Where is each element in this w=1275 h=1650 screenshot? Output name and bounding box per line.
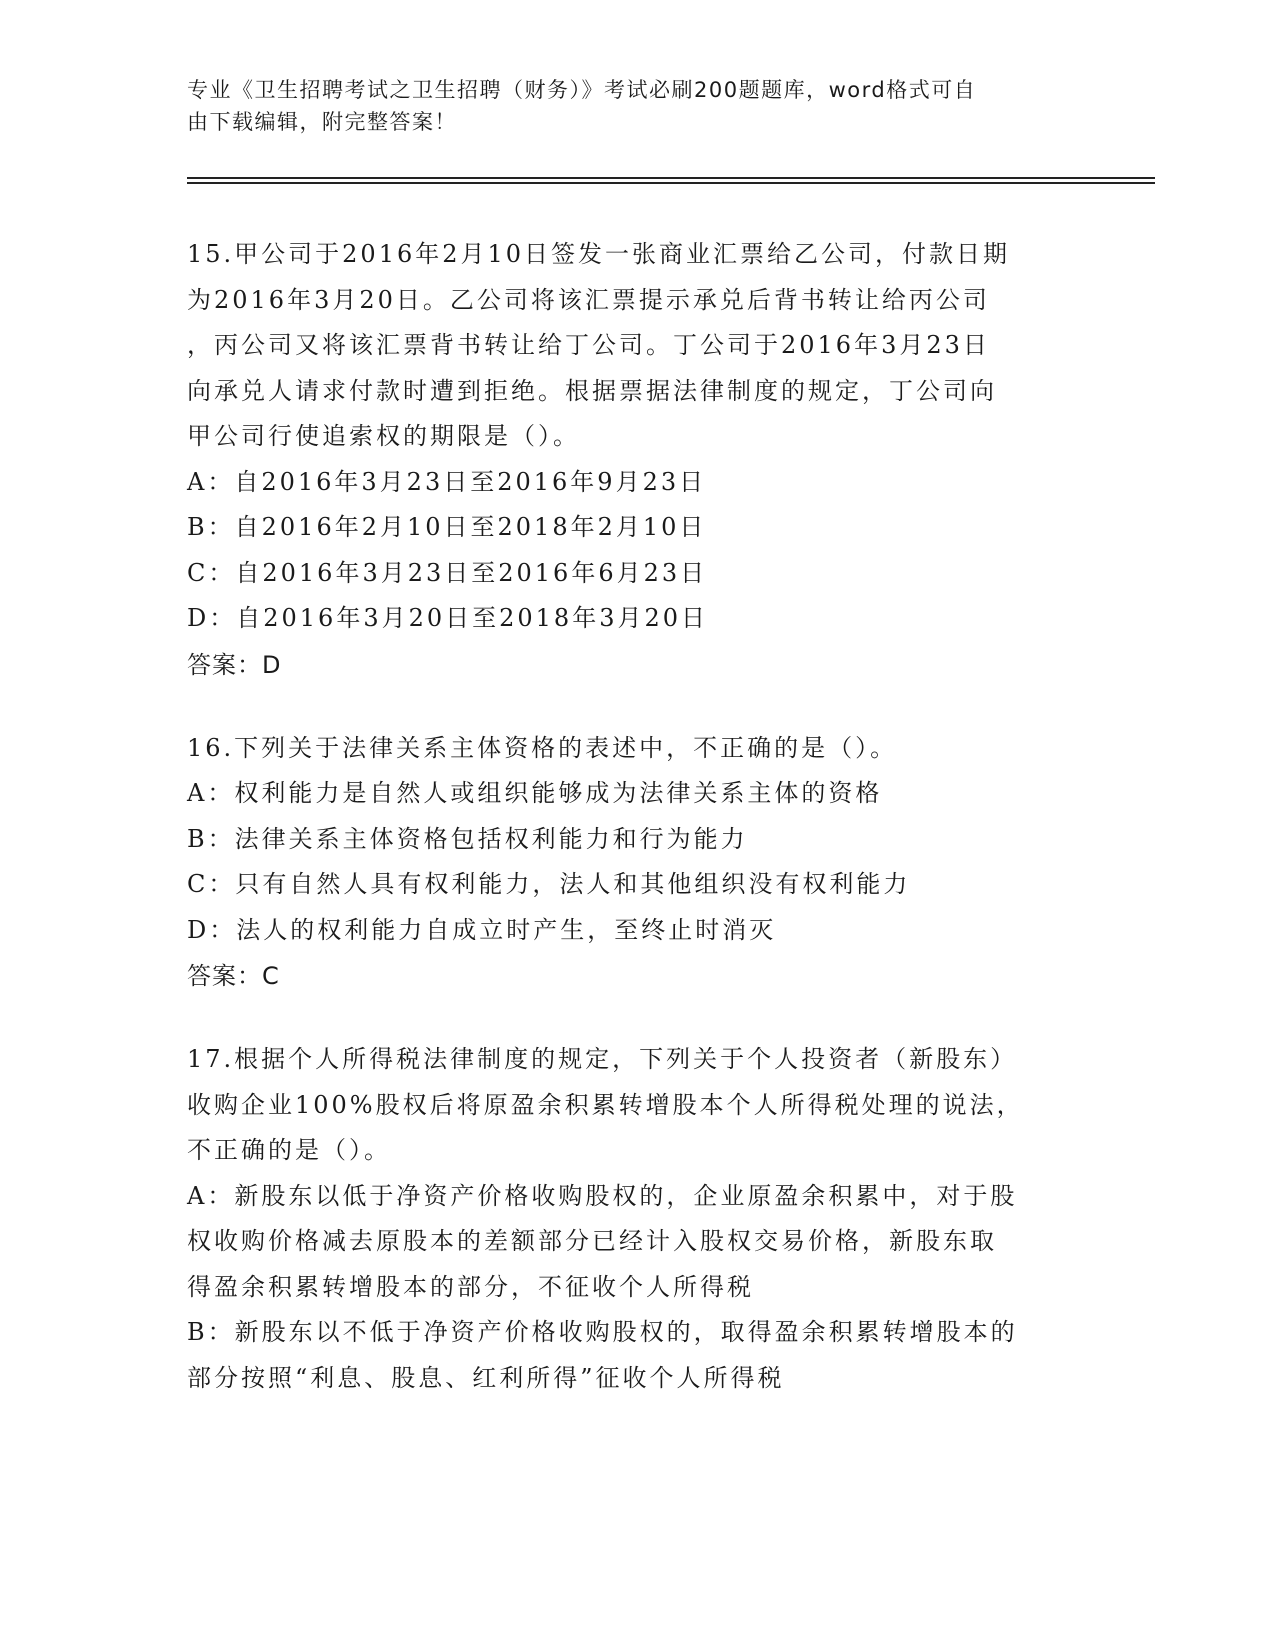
stem-line: 16.下列关于法律关系主体资格的表述中，不正确的是（）。 — [187, 733, 898, 762]
question-stem — [187, 1037, 1087, 1174]
question-15 — [187, 232, 1087, 688]
option-c: C：自2016年3月23日至2016年6月23日 — [187, 558, 708, 587]
stem-line: 向承兑人请求付款时遭到拒绝。根据票据法律制度的规定，丁公司向 — [187, 376, 997, 405]
question-list — [187, 232, 1087, 1439]
header-line-1: 专业《卫生招聘考试之卫生招聘（财务）》考试必刷200题题库，word格式可自 — [187, 78, 977, 102]
option-b: B：法律关系主体资格包括权利能力和行为能力 — [187, 824, 748, 853]
option-line: 权收购价格减去原股本的差额部分已经计入股权交易价格，新股东取 — [187, 1227, 997, 1255]
option-line: 部分按照“利息、股息、红利所得”征收个人所得税 — [187, 1363, 785, 1392]
option-b: B：自2016年2月10日至2018年2月10日 — [187, 513, 707, 541]
option-a: A：自2016年3月23日至2016年9月23日 — [187, 467, 707, 496]
question-16 — [187, 726, 1087, 1000]
option-line: A：新股东以低于净资产价格收购股权的，企业原盈余积累中，对于股 — [187, 1181, 1018, 1210]
document-header — [187, 74, 1067, 138]
stem-line: 为2016年3月20日。乙公司将该汇票提示承兑后背书转让给丙公司 — [187, 285, 990, 314]
stem-line: ，丙公司又将该汇票背书转让给丁公司。丁公司于2016年3月23日 — [187, 331, 990, 359]
header-divider-bottom — [187, 182, 1155, 184]
header-divider-top — [187, 177, 1155, 179]
stem-line: 不正确的是（）。 — [187, 1136, 391, 1164]
question-17 — [187, 1037, 1087, 1401]
option-b — [187, 1310, 1087, 1401]
option-c: C：只有自然人具有权利能力，法人和其他组织没有权利能力 — [187, 870, 911, 898]
question-stem — [187, 232, 1087, 460]
header-line-2: 由下载编辑，附完整答案！ — [187, 110, 457, 134]
option-a — [187, 1174, 1087, 1311]
answer-line: 答案：D — [187, 650, 282, 679]
answer-line: 答案：C — [187, 962, 280, 990]
question-stem — [187, 726, 1087, 772]
stem-line: 17.根据个人所得税法律制度的规定，下列关于个人投资者（新股东） — [187, 1045, 1018, 1073]
stem-line: 甲公司行使追索权的期限是（）。 — [187, 422, 580, 450]
option-d: D：自2016年3月20日至2018年3月20日 — [187, 604, 709, 632]
option-line: B：新股东以不低于净资产价格收购股权的，取得盈余积累转增股本的 — [187, 1318, 1018, 1346]
option-a: A：权利能力是自然人或组织能够成为法律关系主体的资格 — [187, 779, 883, 807]
option-line: 得盈余积累转增股本的部分，不征收个人所得税 — [187, 1272, 754, 1301]
stem-line: 15.甲公司于2016年2月10日签发一张商业汇票给乙公司，付款日期 — [187, 240, 1011, 268]
stem-line: 收购企业100%股权后将原盈余积累转增股本个人所得税处理的说法， — [187, 1090, 1024, 1119]
option-d: D：法人的权利能力自成立时产生，至终止时消灭 — [187, 915, 777, 944]
